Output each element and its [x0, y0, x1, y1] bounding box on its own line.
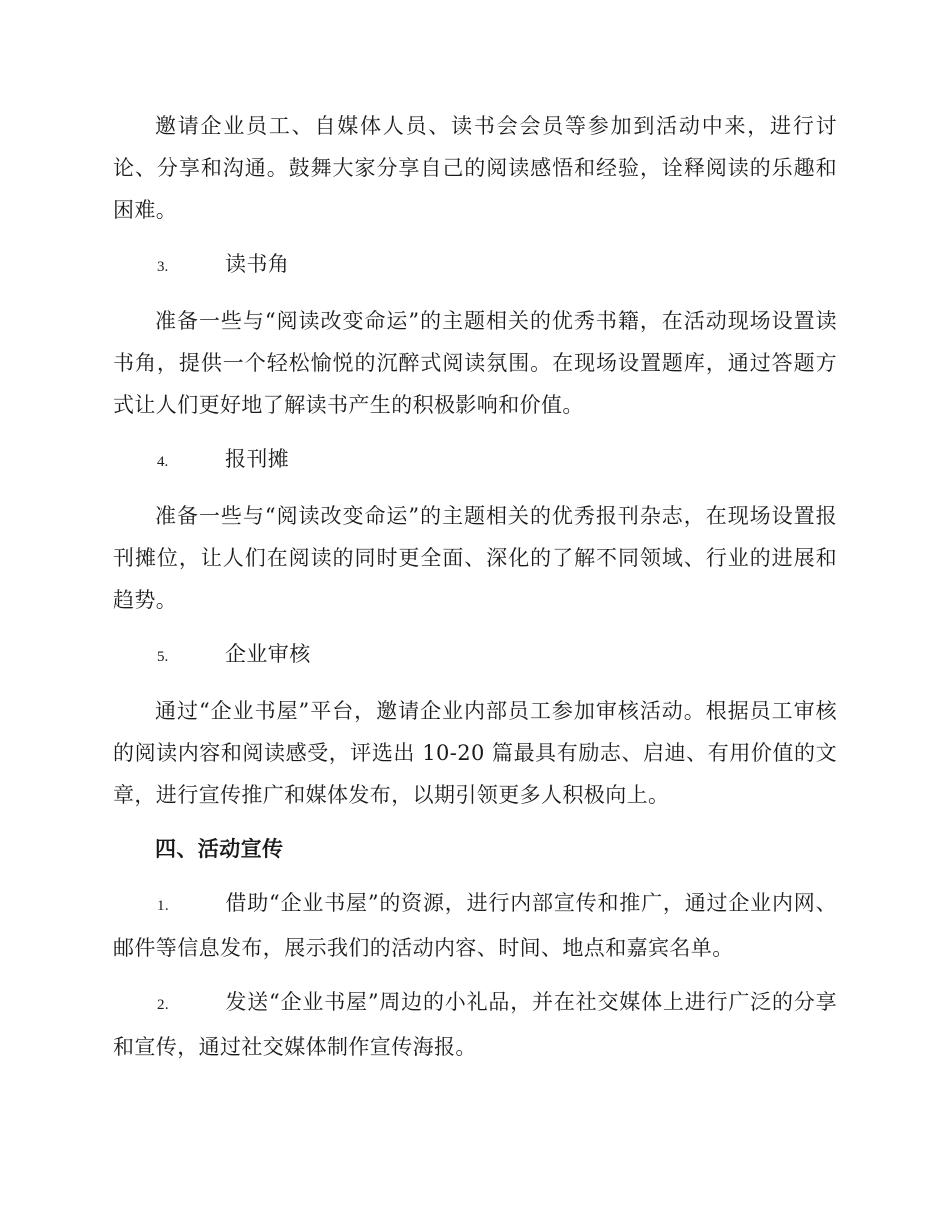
- paragraph-invite: 邀请企业员工、自媒体人员、读书会会员等参加到活动中来，进行讨论、分享和沟通。鼓舞大家分享自己的阅读感悟和经验，诠释阅读的乐趣和困难。: [113, 114, 837, 222]
- promotion-text: 借助“企业书屋”的资源，进行内部宣传和推广，通过企业内网、邮件等信息发布，展示我们的活动内容、时间、地点和嘉宾名单。: [113, 891, 837, 960]
- paragraph-reading-corner: 准备一些与“阅读改变命运”的主题相关的优秀书籍，在活动现场设置读书角，提供一个轻松愉悦的沉醉式阅读氛围。在现场设置题库，通过答题方式让人们更好地了解读书产生的积极影响和价值。: [113, 309, 837, 417]
- promotion-item-1: [113, 882, 837, 969]
- list-title: 报刊摊: [225, 447, 290, 471]
- list-item-newsstand: [113, 438, 837, 483]
- paragraph-newsstand: 准备一些与“阅读改变命运”的主题相关的优秀报刊杂志，在现场设置报刊摊位，让人们在阅读的同时更全面、深化的了解不同领域、行业的进展和趋势。: [113, 504, 837, 612]
- list-number: 2.: [157, 997, 170, 1013]
- list-title: 企业审核: [225, 642, 311, 666]
- section-heading-promotion: 四、活动宣传: [155, 837, 284, 861]
- paragraph-review: 通过“企业书屋”平台，邀请企业内部员工参加审核活动。根据员工审核的阅读内容和阅读感受，评选出 10-20 篇最具有励志、启迪、有用价值的文章，进行宣传推广和媒体发布，以期引领更多人积极向上。: [113, 699, 837, 807]
- list-title: 读书角: [225, 252, 290, 276]
- list-number: 1.: [157, 898, 170, 914]
- list-number: 3.: [157, 259, 169, 275]
- list-item-reading-corner: [113, 243, 837, 288]
- promotion-item-2: [113, 981, 837, 1068]
- list-number: 4.: [157, 454, 169, 470]
- list-number: 5.: [157, 649, 169, 665]
- promotion-text: 发送“企业书屋”周边的小礼品，并在社交媒体上进行广泛的分享和宣传，通过社交媒体制作宣传海报。: [113, 990, 837, 1059]
- list-item-review: [113, 633, 837, 678]
- document-body: [113, 105, 837, 1080]
